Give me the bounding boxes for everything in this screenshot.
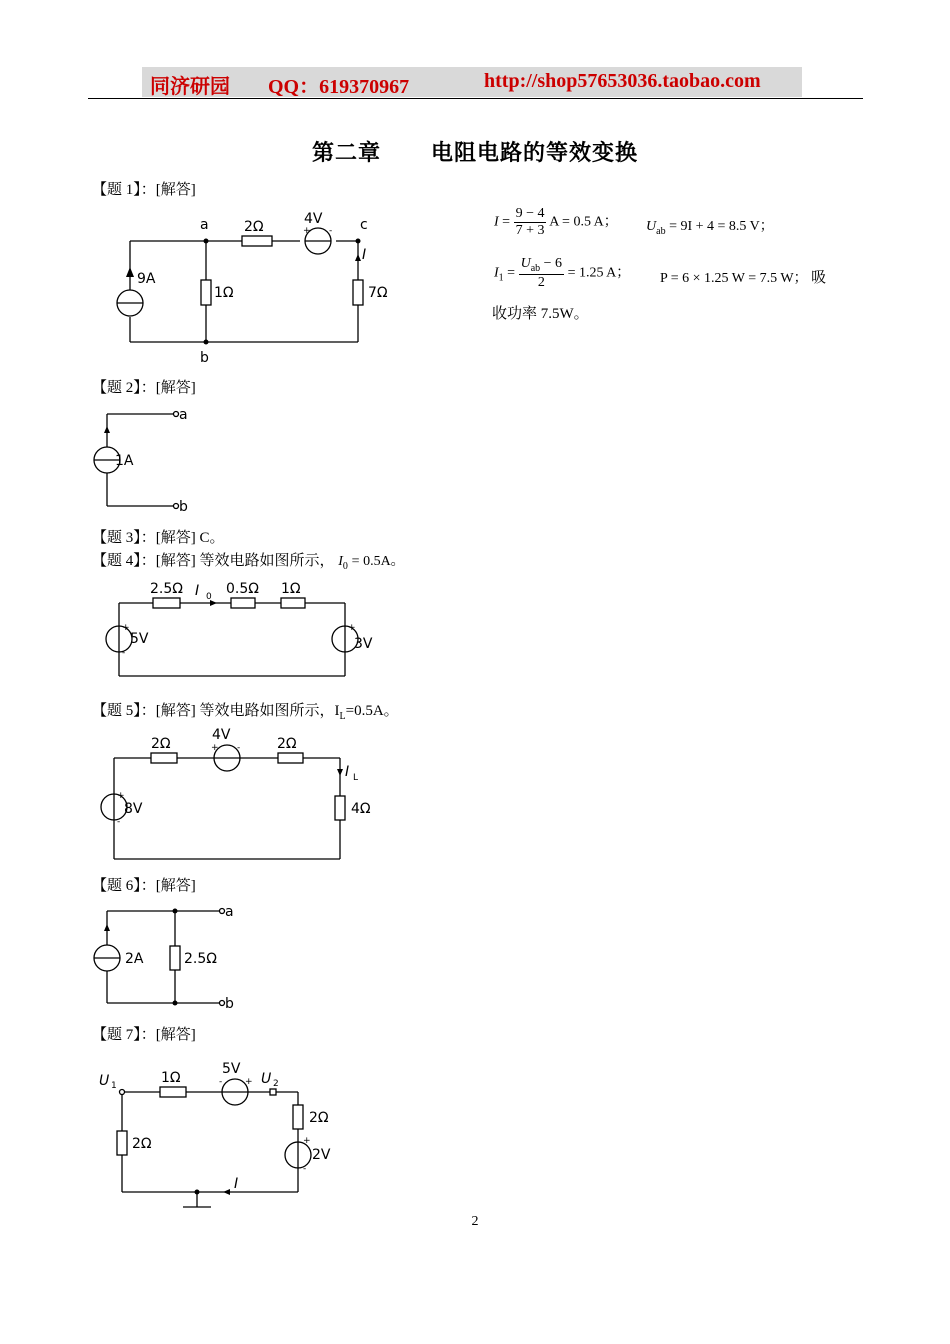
q2-node-b: b — [179, 499, 188, 515]
q4-label: 【题 4】：[解答] 等效电路如图所示， $I_0 = 0.5A$。 — [92, 553, 405, 572]
q3-label: 【题 3】：[解答] C。 — [92, 530, 225, 546]
svg-text:+: + — [303, 226, 311, 236]
svg-text:-: - — [122, 648, 126, 658]
q7-u2-label: U — [261, 1071, 272, 1087]
q7-r2-label: 2Ω — [309, 1110, 329, 1126]
q6-circuit — [85, 900, 245, 1012]
q1-equation-3: $I_1$ = $\frac{U_{ab} - 6}{2}$ = 1.25 A； — [494, 256, 631, 290]
svg-text:-: - — [303, 1164, 307, 1174]
header-org: 同济研园 — [150, 74, 230, 98]
q4-r3-label: 1Ω — [281, 581, 301, 597]
svg-text:+: + — [211, 743, 219, 753]
svg-text:+: + — [348, 623, 356, 633]
svg-text:+: + — [122, 623, 130, 633]
q1-equation-4: P = 6 × 1.25 W = 7.5 W； 吸 — [660, 270, 827, 286]
q1-r2-label: 1Ω — [214, 285, 234, 301]
q7-current-label: I — [234, 1176, 239, 1192]
q1-r1-label: 2Ω — [244, 219, 264, 235]
q2-cs-label: 1A — [115, 453, 134, 469]
page-number: 2 — [471, 1214, 479, 1229]
header-url-link[interactable]: http://shop57653036.taobao.com — [484, 70, 761, 92]
q1-node-a: a — [200, 217, 209, 233]
q7-vs-label: 5V — [222, 1061, 241, 1077]
q1-label: 【题 1】：[解答] — [92, 182, 196, 198]
q5-r1-label: 2Ω — [151, 736, 171, 752]
q1-r3-label: 7Ω — [368, 285, 388, 301]
q1-vs-label: 4V — [304, 211, 323, 227]
chapter-number: 第二章 — [311, 141, 381, 166]
q2-circuit — [85, 402, 205, 517]
q4-r1-label: 2.5Ω — [150, 581, 183, 597]
q4-vs1-label: 5V — [130, 631, 149, 647]
header-qq: QQ：619370967 — [268, 76, 410, 98]
q4-r2-label: 0.5Ω — [226, 581, 259, 597]
q1-cs-label: 9A — [137, 271, 156, 287]
q2-node-a: a — [179, 407, 188, 423]
q1-node-c: c — [360, 217, 368, 233]
svg-text:-: - — [329, 226, 333, 236]
q1-current-label: I — [362, 247, 367, 263]
q5-current-sub: L — [353, 773, 359, 783]
q1-node-b: b — [200, 350, 209, 366]
q6-node-a: a — [225, 904, 234, 920]
svg-text:-: - — [117, 817, 121, 827]
q7-r1-label: 1Ω — [161, 1070, 181, 1086]
q4-vs2-label: 3V — [354, 636, 373, 652]
svg-text:+: + — [245, 1077, 253, 1087]
q1-circuit — [100, 205, 420, 370]
q7-u2-sub: 2 — [273, 1079, 279, 1089]
q6-node-b: b — [225, 996, 234, 1012]
q5-vs2-label: 8V — [124, 801, 143, 817]
q5-circuit — [95, 724, 395, 864]
q5-label: 【题 5】：[解答] 等效电路如图所示，$I_L=0.5A$。 — [92, 703, 399, 722]
svg-text:+: + — [303, 1136, 311, 1146]
q4-current-sub: 0 — [206, 592, 212, 602]
q7-label: 【题 7】：[解答] — [92, 1027, 196, 1043]
chapter-name: 电阻电路的等效变换 — [431, 141, 639, 166]
q7-circuit — [95, 1055, 365, 1215]
q7-u1-sub: 1 — [111, 1081, 117, 1091]
q7-r3-label: 2Ω — [132, 1136, 152, 1152]
q1-conclusion: 收功率 7.5W。 — [492, 306, 589, 322]
q5-current-label: I — [345, 764, 350, 780]
chapter-title — [0, 136, 950, 167]
svg-text:-: - — [219, 1077, 223, 1087]
q4-current-label: I — [195, 583, 200, 599]
header-rule — [88, 98, 863, 99]
q5-vs-label: 4V — [212, 727, 231, 743]
q7-u1-label: U — [99, 1073, 110, 1089]
q5-r2-label: 2Ω — [277, 736, 297, 752]
q7-vs2-label: 2V — [312, 1147, 331, 1163]
q6-cs-label: 2A — [125, 951, 144, 967]
q6-r-label: 2.5Ω — [184, 951, 217, 967]
q5-r3-label: 4Ω — [351, 801, 371, 817]
svg-text:+: + — [117, 791, 125, 801]
q2-label: 【题 2】：[解答] — [92, 380, 196, 396]
svg-text:-: - — [237, 743, 241, 753]
q1-equation-1: I = $\frac{9 - 4}{7 + 3}$ A = 0.5 A； — [494, 206, 618, 238]
q1-equation-2: $U_{ab} = 9I + 4 = 8.5$ V； — [646, 219, 774, 237]
q6-label: 【题 6】：[解答] — [92, 878, 196, 894]
q4-circuit — [95, 575, 395, 685]
